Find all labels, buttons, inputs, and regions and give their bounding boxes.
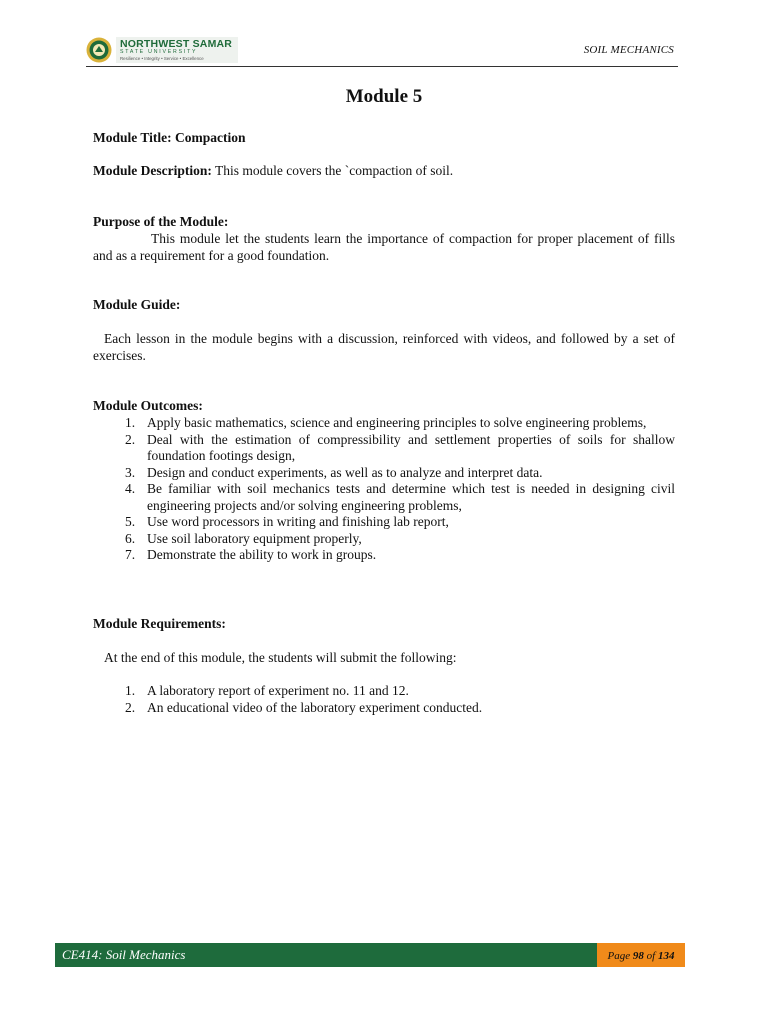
list-item: 2. An educational video of the laboratory experiment conducted.	[125, 699, 483, 715]
requirements-list	[93, 683, 675, 716]
list-item: 2. Deal with the estimation of compressibility and settlement properties of soils for shallow foundation footings design,	[125, 431, 675, 463]
module-description-line	[93, 163, 675, 180]
footer-page-box	[597, 943, 685, 967]
footer-course-bar	[55, 943, 597, 967]
guide-heading: Module Guide:	[93, 297, 181, 312]
module-title-line	[93, 130, 675, 147]
list-item: 6. Use soil laboratory equipment properly,	[125, 530, 362, 546]
university-motto: Resilience • Integrity • Service • Excellence	[120, 55, 204, 61]
list-item: 1. Apply basic mathematics, science and engineering principles to solve engineering problems,	[125, 415, 647, 430]
outcomes-heading: Module Outcomes:	[93, 398, 203, 413]
page-footer	[55, 943, 685, 967]
university-subtitle: STATE UNIVERSITY	[120, 49, 198, 56]
header-subject: SOIL MECHANICS	[583, 44, 674, 56]
list-item: 7. Demonstrate the ability to work in groups.	[125, 547, 377, 562]
list-item: 3. Design and conduct experiments, as well as to analyze and interpret data.	[125, 464, 543, 480]
requirements-heading: Module Requirements:	[93, 616, 226, 631]
purpose-paragraph: This module let the students learn the importance of compaction for proper placement of fills and as a requirement for a good foundation.	[93, 231, 675, 263]
guide-paragraph: Each lesson in the module begins with a discussion, reinforced with videos, and followed by a set of exercises.	[93, 331, 675, 363]
module-title-value: Compaction	[175, 130, 246, 145]
requirements-intro: At the end of this module, the students will submit the following:	[104, 650, 457, 665]
purpose-heading: Purpose of the Module:	[93, 214, 229, 229]
university-logo	[86, 36, 246, 64]
module-title-label: Module Title:	[93, 130, 172, 145]
module-heading: Module 5	[345, 86, 423, 107]
module-description-label: Module Description:	[93, 163, 212, 178]
university-seal-icon	[86, 37, 112, 63]
outcomes-list	[93, 415, 675, 564]
university-name: NORTHWEST SAMAR	[120, 37, 233, 50]
page-number: Page 98 of 134	[607, 950, 675, 962]
footer-course: CE414: Soil Mechanics	[62, 947, 186, 962]
list-item: 4. Be familiar with soil mechanics tests and determine which test is needed in designing civil engineering projects and/or solving engineering problems,	[125, 481, 675, 513]
page-header	[86, 34, 678, 70]
header-divider	[86, 66, 678, 67]
list-item: 5. Use word processors in writing and finishing lab report,	[125, 514, 449, 529]
module-description-value: This module covers the `compaction of soil.	[215, 163, 454, 178]
list-item: 1. A laboratory report of experiment no. 11 and 12.	[125, 683, 409, 698]
